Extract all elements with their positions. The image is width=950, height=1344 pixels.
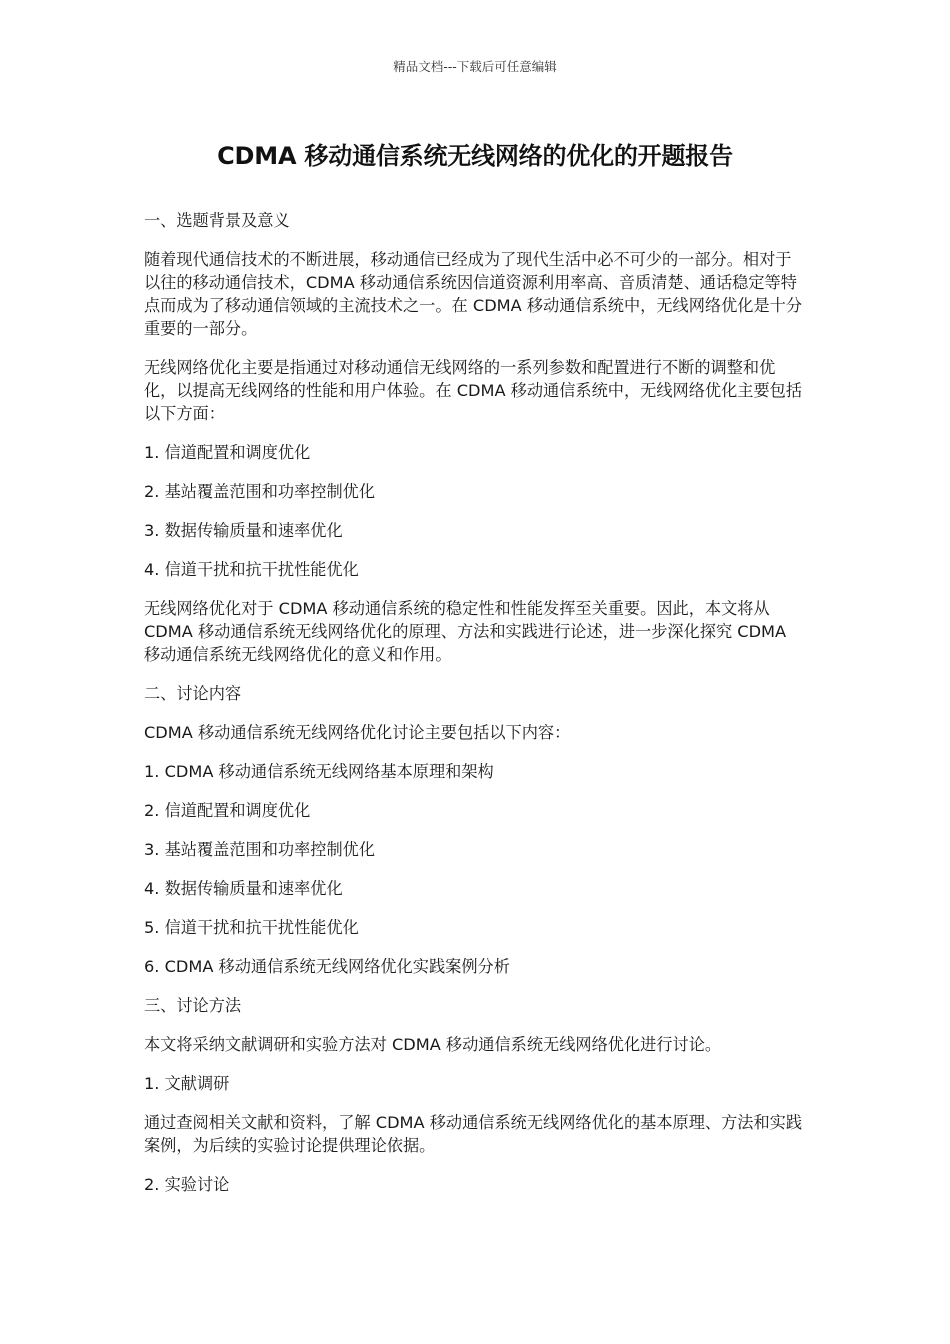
document-title: CDMA 移动通信系统无线网络的优化的开题报告 — [217, 142, 733, 170]
list-item: 4. 信道干扰和抗干扰性能优化 — [144, 560, 359, 579]
list-item: 3. 基站覆盖范围和功率控制优化 — [144, 840, 376, 859]
list-item: 4. 数据传输质量和速率优化 — [144, 879, 343, 898]
paragraph-optimization-definition: 无线网络优化主要是指通过对移动通信无线网络的一系列参数和配置进行不断的调整和优化，以提高无线网络的性能和用户体验。在 CDMA 移动通信系统中，无线网络优化主要包括以下方面： — [144, 358, 803, 423]
header-note: 精品文档---下载后可任意编辑 — [393, 59, 557, 74]
list-item: 1. 信道配置和调度优化 — [144, 443, 311, 462]
paragraph-background: 随着现代通信技术的不断进展，移动通信已经成为了现代生活中必不可少的一部分。相对于以往的移动通信技术，CDMA 移动通信系统因信道资源利用率高、音质清楚、通话稳定等特点而成为了移动通信领域的主流技术之一。在 CDMA 移动通信系统中，无线网络优化是十分重要的一部分。 — [144, 250, 803, 338]
section-heading-method: 三、讨论方法 — [144, 996, 242, 1015]
list-item: 2. 信道配置和调度优化 — [144, 801, 311, 820]
list-item: 2. 实验讨论 — [144, 1175, 230, 1194]
list-item: 5. 信道干扰和抗干扰性能优化 — [144, 918, 359, 937]
list-item: 3. 数据传输质量和速率优化 — [144, 521, 343, 540]
list-item: 6. CDMA 移动通信系统无线网络优化实践案例分析 — [144, 957, 510, 976]
list-item: 1. CDMA 移动通信系统无线网络基本原理和架构 — [144, 762, 494, 781]
list-item: 2. 基站覆盖范围和功率控制优化 — [144, 482, 376, 501]
list-item: 1. 文献调研 — [144, 1074, 230, 1093]
section-heading-content: 二、讨论内容 — [144, 684, 242, 703]
section-heading-background: 一、选题背景及意义 — [144, 211, 290, 230]
paragraph-content-intro: CDMA 移动通信系统无线网络优化讨论主要包括以下内容： — [144, 723, 571, 742]
paragraph-significance: 无线网络优化对于 CDMA 移动通信系统的稳定性和性能发挥至关重要。因此，本文将从 CDMA 移动通信系统无线网络优化的原理、方法和实践进行论述，进一步深化探究 CDMA 移动通信系统无线网络优化的意义和作用。 — [144, 599, 787, 664]
document-body — [144, 209, 806, 1212]
paragraph-method-intro: 本文将采纳文献调研和实验方法对 CDMA 移动通信系统无线网络优化进行讨论。 — [144, 1035, 722, 1054]
paragraph-literature-review: 通过查阅相关文献和资料，了解 CDMA 移动通信系统无线网络优化的基本原理、方法和实践案例，为后续的实验讨论提供理论依据。 — [144, 1113, 803, 1155]
